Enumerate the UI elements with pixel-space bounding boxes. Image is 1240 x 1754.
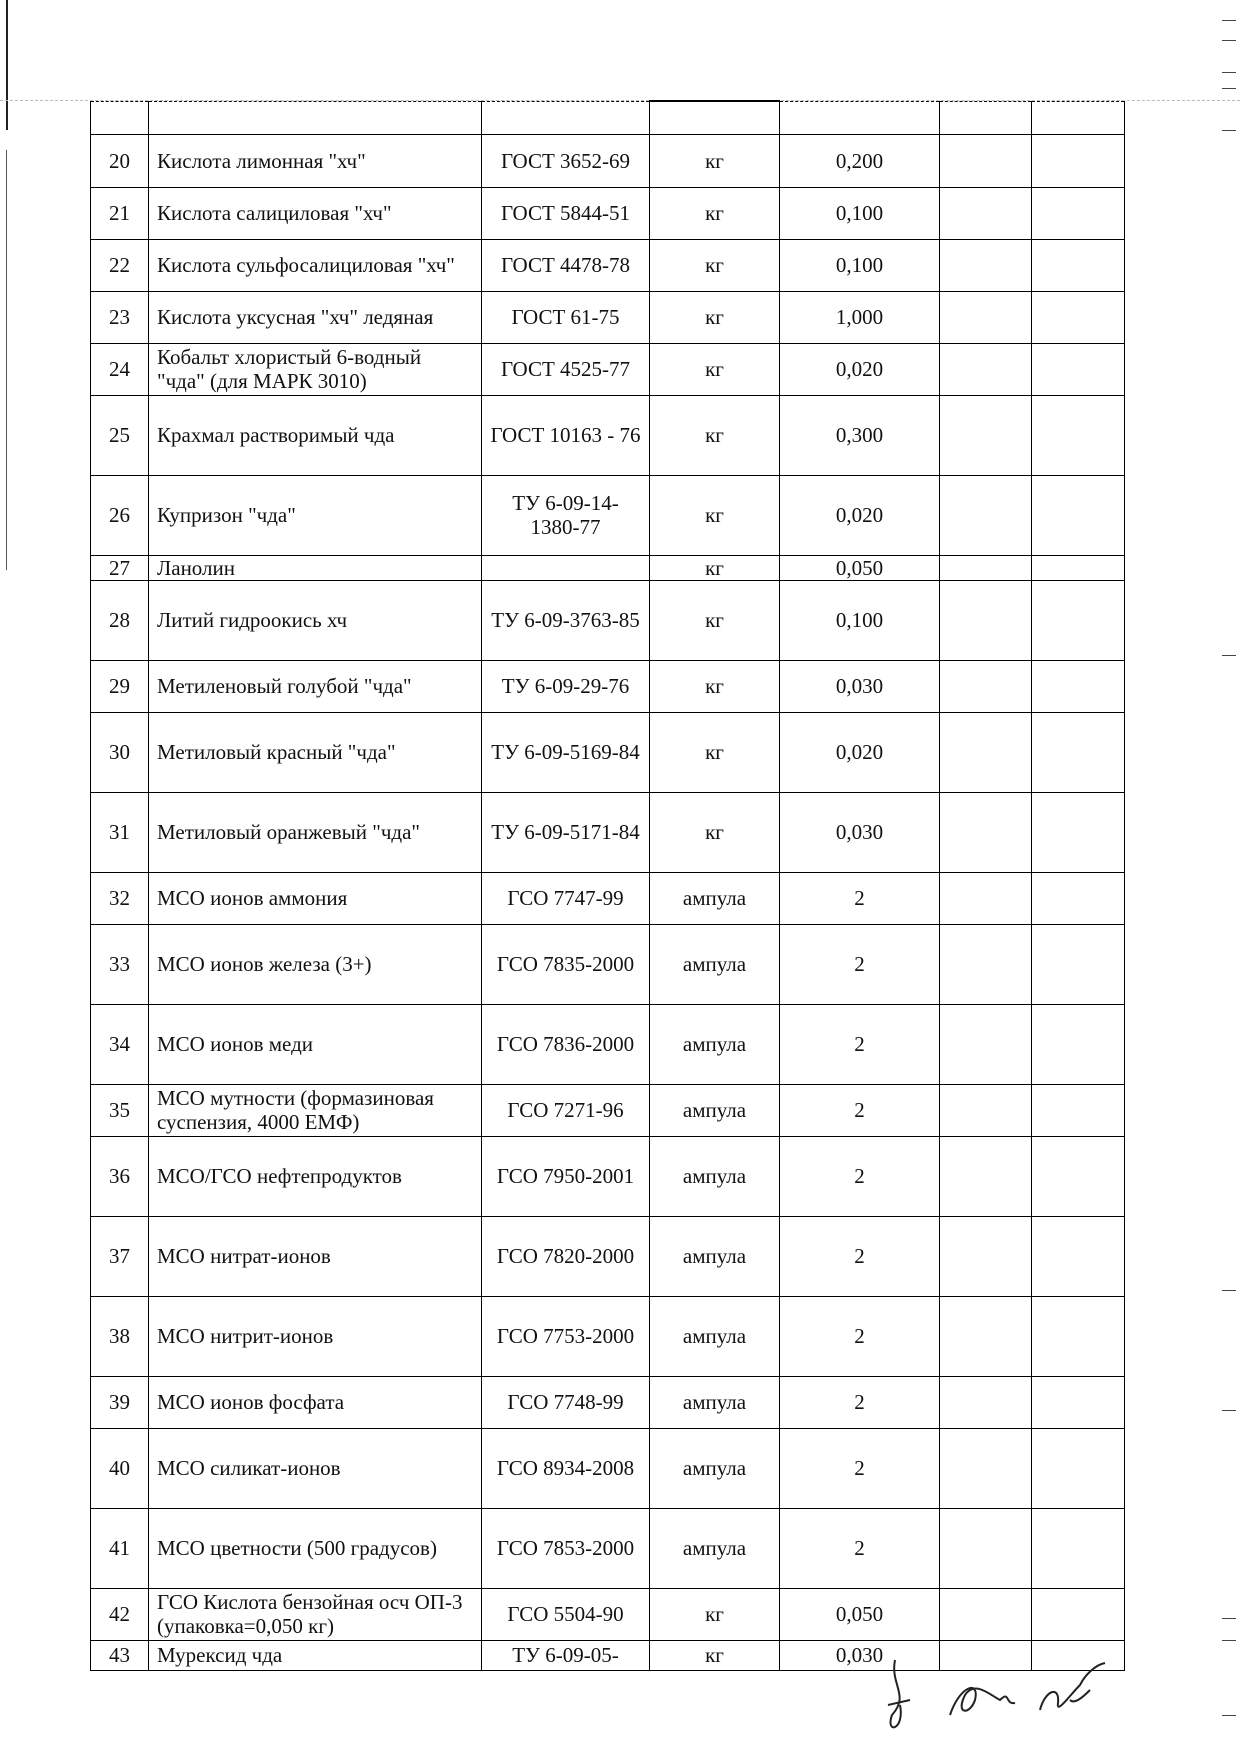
row-number: 36 bbox=[91, 1136, 149, 1216]
standard-code: ГСО 7836-2000 bbox=[482, 1004, 650, 1084]
table-row bbox=[91, 1376, 1125, 1428]
quantity: 0,100 bbox=[780, 580, 940, 660]
empty-cell bbox=[1032, 343, 1125, 395]
table-row bbox=[91, 1428, 1125, 1508]
empty-cell bbox=[1032, 291, 1125, 343]
quantity: 2 bbox=[780, 1428, 940, 1508]
material-name: МСО нитрат-ионов bbox=[149, 1216, 482, 1296]
empty-cell bbox=[1032, 1508, 1125, 1588]
unit-of-measure: кг bbox=[650, 395, 780, 475]
margin-marks bbox=[1216, 0, 1236, 1754]
standard-code: ГСО 7747-99 bbox=[482, 872, 650, 924]
row-number: 35 bbox=[91, 1084, 149, 1136]
material-name: Кислота уксусная "хч" ледяная bbox=[149, 291, 482, 343]
table-row bbox=[91, 134, 1125, 187]
material-name: ГСО Кислота бензойная осч ОП-3 (упаковка=0,050 кг) bbox=[149, 1588, 482, 1640]
table-row bbox=[91, 1084, 1125, 1136]
quantity: 0,030 bbox=[780, 792, 940, 872]
unit-of-measure: ампула bbox=[650, 1296, 780, 1376]
empty-cell bbox=[940, 1588, 1032, 1640]
empty-cell bbox=[940, 1296, 1032, 1376]
empty-cell bbox=[940, 872, 1032, 924]
material-name: МСО силикат-ионов bbox=[149, 1428, 482, 1508]
unit-of-measure: кг bbox=[650, 660, 780, 712]
standard-code bbox=[482, 555, 650, 580]
material-name: МСО ионов железа (3+) bbox=[149, 924, 482, 1004]
row-number: 32 bbox=[91, 872, 149, 924]
quantity: 2 bbox=[780, 1216, 940, 1296]
table-row bbox=[91, 555, 1125, 580]
material-name: МСО мутности (формазиновая суспензия, 4000 ЕМФ) bbox=[149, 1084, 482, 1136]
empty-cell bbox=[1032, 475, 1125, 555]
standard-code: ГСО 8934-2008 bbox=[482, 1428, 650, 1508]
quantity: 0,300 bbox=[780, 395, 940, 475]
quantity: 0,030 bbox=[780, 660, 940, 712]
standard-code: ТУ 6-09-3763-85 bbox=[482, 580, 650, 660]
standard-code: ГСО 7853-2000 bbox=[482, 1508, 650, 1588]
empty-cell bbox=[1032, 395, 1125, 475]
standard-code: ГСО 7950-2001 bbox=[482, 1136, 650, 1216]
standard-code: ГОСТ 5844-51 bbox=[482, 187, 650, 239]
signatures bbox=[880, 1655, 1120, 1745]
material-name: МСО ионов меди bbox=[149, 1004, 482, 1084]
table-row bbox=[91, 187, 1125, 239]
unit-of-measure: кг bbox=[650, 475, 780, 555]
scan-edge bbox=[6, 150, 7, 570]
empty-cell bbox=[1032, 187, 1125, 239]
table-row bbox=[91, 924, 1125, 1004]
standard-code: ГОСТ 10163 - 76 bbox=[482, 395, 650, 475]
row-number: 31 bbox=[91, 792, 149, 872]
table-row bbox=[91, 712, 1125, 792]
empty-cell bbox=[1032, 134, 1125, 187]
material-name: Крахмал растворимый чда bbox=[149, 395, 482, 475]
empty-cell bbox=[940, 1136, 1032, 1216]
row-number: 41 bbox=[91, 1508, 149, 1588]
unit-of-measure: ампула bbox=[650, 1084, 780, 1136]
empty-cell bbox=[940, 555, 1032, 580]
quantity: 0,020 bbox=[780, 475, 940, 555]
standard-code: ГСО 7748-99 bbox=[482, 1376, 650, 1428]
unit-of-measure: кг bbox=[650, 239, 780, 291]
table-header-fragment bbox=[91, 101, 1125, 134]
row-number: 40 bbox=[91, 1428, 149, 1508]
quantity: 2 bbox=[780, 1508, 940, 1588]
empty-cell bbox=[1032, 872, 1125, 924]
row-number: 30 bbox=[91, 712, 149, 792]
standard-code: ГСО 7271-96 bbox=[482, 1084, 650, 1136]
quantity: 0,200 bbox=[780, 134, 940, 187]
material-name: Метиловый красный "чда" bbox=[149, 712, 482, 792]
standard-code: ТУ 6-09-05- bbox=[482, 1640, 650, 1670]
material-name: Литий гидроокись хч bbox=[149, 580, 482, 660]
empty-cell bbox=[940, 239, 1032, 291]
empty-cell bbox=[1032, 660, 1125, 712]
empty-cell bbox=[1032, 239, 1125, 291]
standard-code: ТУ 6-09-5169-84 bbox=[482, 712, 650, 792]
unit-of-measure: кг bbox=[650, 792, 780, 872]
row-number: 20 bbox=[91, 134, 149, 187]
empty-cell bbox=[940, 475, 1032, 555]
standard-code: ГСО 7835-2000 bbox=[482, 924, 650, 1004]
unit-of-measure: ампула bbox=[650, 1376, 780, 1428]
row-number: 23 bbox=[91, 291, 149, 343]
empty-cell bbox=[1032, 1428, 1125, 1508]
empty-cell bbox=[1032, 1216, 1125, 1296]
empty-cell bbox=[1032, 555, 1125, 580]
material-name: Кислота сульфосалициловая "хч" bbox=[149, 239, 482, 291]
material-name: Метиленовый голубой "чда" bbox=[149, 660, 482, 712]
empty-cell bbox=[940, 395, 1032, 475]
row-number: 25 bbox=[91, 395, 149, 475]
material-name: Мурексид чда bbox=[149, 1640, 482, 1670]
row-number: 39 bbox=[91, 1376, 149, 1428]
row-number: 34 bbox=[91, 1004, 149, 1084]
material-name: МСО/ГСО нефтепродуктов bbox=[149, 1136, 482, 1216]
table-row bbox=[91, 580, 1125, 660]
quantity: 2 bbox=[780, 924, 940, 1004]
table-row bbox=[91, 1004, 1125, 1084]
row-number: 33 bbox=[91, 924, 149, 1004]
empty-cell bbox=[940, 343, 1032, 395]
empty-cell bbox=[940, 134, 1032, 187]
empty-cell bbox=[940, 712, 1032, 792]
table-row bbox=[91, 1588, 1125, 1640]
quantity: 2 bbox=[780, 1136, 940, 1216]
quantity: 0,030 bbox=[780, 1640, 940, 1670]
standard-code: ТУ 6-09-29-76 bbox=[482, 660, 650, 712]
table-row bbox=[91, 792, 1125, 872]
material-name: Ланолин bbox=[149, 555, 482, 580]
material-name: МСО ионов фосфата bbox=[149, 1376, 482, 1428]
material-name: Кислота салициловая "хч" bbox=[149, 187, 482, 239]
unit-of-measure: кг bbox=[650, 291, 780, 343]
empty-cell bbox=[1032, 1084, 1125, 1136]
quantity: 2 bbox=[780, 1004, 940, 1084]
empty-cell bbox=[1032, 1296, 1125, 1376]
material-name: МСО цветности (500 градусов) bbox=[149, 1508, 482, 1588]
table-row bbox=[91, 872, 1125, 924]
material-name: Кобальт хлористый 6-водный "чда" (для МАРК 3010) bbox=[149, 343, 482, 395]
standard-code: ГСО 7753-2000 bbox=[482, 1296, 650, 1376]
empty-cell bbox=[940, 291, 1032, 343]
unit-of-measure: кг bbox=[650, 555, 780, 580]
unit-of-measure: кг bbox=[650, 580, 780, 660]
standard-code: ГОСТ 3652-69 bbox=[482, 134, 650, 187]
empty-cell bbox=[940, 580, 1032, 660]
standard-code: ТУ 6-09-5171-84 bbox=[482, 792, 650, 872]
empty-cell bbox=[940, 660, 1032, 712]
empty-cell bbox=[940, 792, 1032, 872]
empty-cell bbox=[1032, 924, 1125, 1004]
quantity: 0,100 bbox=[780, 187, 940, 239]
empty-cell bbox=[1032, 1376, 1125, 1428]
quantity: 0,020 bbox=[780, 343, 940, 395]
table-row bbox=[91, 475, 1125, 555]
unit-of-measure: кг bbox=[650, 187, 780, 239]
empty-cell bbox=[1032, 1588, 1125, 1640]
table-row bbox=[91, 291, 1125, 343]
unit-of-measure: ампула bbox=[650, 872, 780, 924]
quantity: 2 bbox=[780, 1376, 940, 1428]
materials-table bbox=[90, 100, 1125, 1671]
standard-code: ГОСТ 4525-77 bbox=[482, 343, 650, 395]
row-number: 42 bbox=[91, 1588, 149, 1640]
table-row bbox=[91, 1136, 1125, 1216]
empty-cell bbox=[1032, 580, 1125, 660]
quantity: 1,000 bbox=[780, 291, 940, 343]
unit-of-measure: ампула bbox=[650, 1004, 780, 1084]
standard-code: ТУ 6-09-14-1380-77 bbox=[482, 475, 650, 555]
row-number: 37 bbox=[91, 1216, 149, 1296]
row-number: 24 bbox=[91, 343, 149, 395]
row-number: 21 bbox=[91, 187, 149, 239]
unit-of-measure: кг bbox=[650, 343, 780, 395]
material-name: Кислота лимонная "хч" bbox=[149, 134, 482, 187]
row-number: 22 bbox=[91, 239, 149, 291]
unit-of-measure: ампула bbox=[650, 1428, 780, 1508]
empty-cell bbox=[940, 1084, 1032, 1136]
row-number: 38 bbox=[91, 1296, 149, 1376]
unit-of-measure: кг bbox=[650, 134, 780, 187]
table-row bbox=[91, 1216, 1125, 1296]
table-row bbox=[91, 239, 1125, 291]
empty-cell bbox=[940, 187, 1032, 239]
unit-of-measure: кг bbox=[650, 712, 780, 792]
quantity: 0,050 bbox=[780, 1588, 940, 1640]
empty-cell bbox=[940, 924, 1032, 1004]
empty-cell bbox=[940, 1004, 1032, 1084]
quantity: 0,100 bbox=[780, 239, 940, 291]
material-name: Метиловый оранжевый "чда" bbox=[149, 792, 482, 872]
unit-of-measure: ампула bbox=[650, 1136, 780, 1216]
unit-of-measure: ампула bbox=[650, 1508, 780, 1588]
row-number: 43 bbox=[91, 1640, 149, 1670]
standard-code: ГОСТ 4478-78 bbox=[482, 239, 650, 291]
empty-cell bbox=[1032, 1004, 1125, 1084]
table-row bbox=[91, 343, 1125, 395]
quantity: 2 bbox=[780, 872, 940, 924]
table-row bbox=[91, 395, 1125, 475]
empty-cell bbox=[940, 1428, 1032, 1508]
table-row bbox=[91, 1508, 1125, 1588]
empty-cell bbox=[1032, 1136, 1125, 1216]
material-name: МСО нитрит-ионов bbox=[149, 1296, 482, 1376]
material-name: МСО ионов аммония bbox=[149, 872, 482, 924]
empty-cell bbox=[1032, 792, 1125, 872]
quantity: 2 bbox=[780, 1296, 940, 1376]
row-number: 28 bbox=[91, 580, 149, 660]
standard-code: ГСО 7820-2000 bbox=[482, 1216, 650, 1296]
unit-of-measure: ампула bbox=[650, 924, 780, 1004]
row-number: 26 bbox=[91, 475, 149, 555]
unit-of-measure: кг bbox=[650, 1588, 780, 1640]
scan-edge bbox=[6, 0, 8, 130]
empty-cell bbox=[940, 1216, 1032, 1296]
quantity: 0,050 bbox=[780, 555, 940, 580]
unit-of-measure: ампула bbox=[650, 1216, 780, 1296]
unit-of-measure: кг bbox=[650, 1640, 780, 1670]
material-name: Купризон "чда" bbox=[149, 475, 482, 555]
empty-cell bbox=[940, 1376, 1032, 1428]
empty-cell bbox=[1032, 712, 1125, 792]
table-row bbox=[91, 660, 1125, 712]
standard-code: ГОСТ 61-75 bbox=[482, 291, 650, 343]
empty-cell bbox=[940, 1508, 1032, 1588]
table-row bbox=[91, 1296, 1125, 1376]
quantity: 2 bbox=[780, 1084, 940, 1136]
standard-code: ГСО 5504-90 bbox=[482, 1588, 650, 1640]
row-number: 27 bbox=[91, 555, 149, 580]
row-number: 29 bbox=[91, 660, 149, 712]
quantity: 0,020 bbox=[780, 712, 940, 792]
